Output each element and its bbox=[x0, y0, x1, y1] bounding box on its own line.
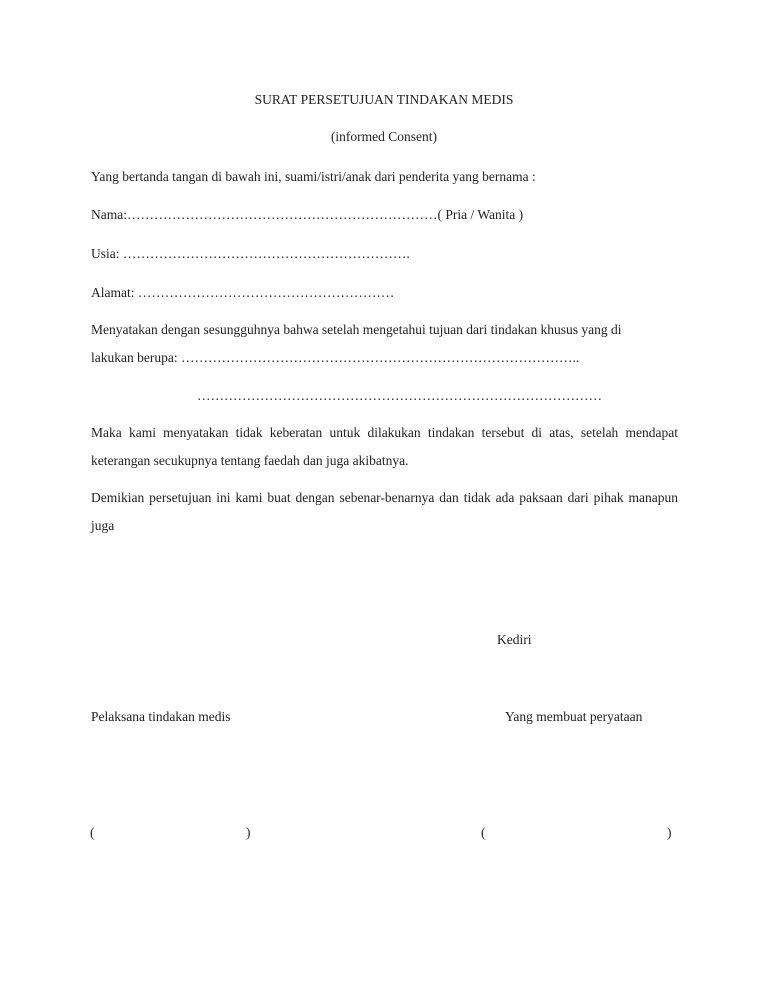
place-label: Kediri bbox=[497, 632, 532, 647]
statement-line-2: lakukan berupa: …………………………………………………………………………….. bbox=[91, 350, 580, 365]
signature-left-bracket-open: ( bbox=[90, 825, 95, 840]
intro-text: Yang bertanda tangan di bawah ini, suami/istri/anak dari penderita yang bernama : bbox=[91, 169, 536, 184]
field-alamat: Alamat: ………………………………………………… bbox=[91, 285, 395, 300]
field-nama: Nama:……………………………………………………………( Pria / Wanita ) bbox=[91, 207, 524, 222]
signature-right-label: Yang membuat peryataan bbox=[505, 709, 643, 724]
statement-line-1: Menyatakan dengan sesungguhnya bahwa setelah mengetahui tujuan dari tindakan khusus yang di bbox=[91, 322, 622, 337]
signature-right-bracket-close: ) bbox=[667, 825, 672, 840]
statement-line-3: ……………………………………………………………………………… bbox=[197, 388, 602, 403]
consent-paragraph: Maka kami menyatakan tidak keberatan untuk dilakukan tindakan tersebut di atas, setelah mendapat keterangan secukupnya tentang faedah dan juga akibatnya. bbox=[91, 425, 678, 468]
signature-right-bracket-open: ( bbox=[481, 825, 486, 840]
closing-paragraph: Demikian persetujuan ini kami buat dengan sebenar-benarnya dan tidak ada paksaan dari pihak manapun juga bbox=[91, 490, 678, 533]
document-title: SURAT PERSETUJUAN TINDAKAN MEDIS bbox=[254, 92, 514, 107]
signature-left-bracket-close: ) bbox=[246, 825, 251, 840]
signature-left-label: Pelaksana tindakan medis bbox=[91, 709, 231, 724]
field-usia: Usia: ………………………………………………………. bbox=[91, 246, 410, 261]
document-subtitle: (informed Consent) bbox=[330, 129, 438, 144]
